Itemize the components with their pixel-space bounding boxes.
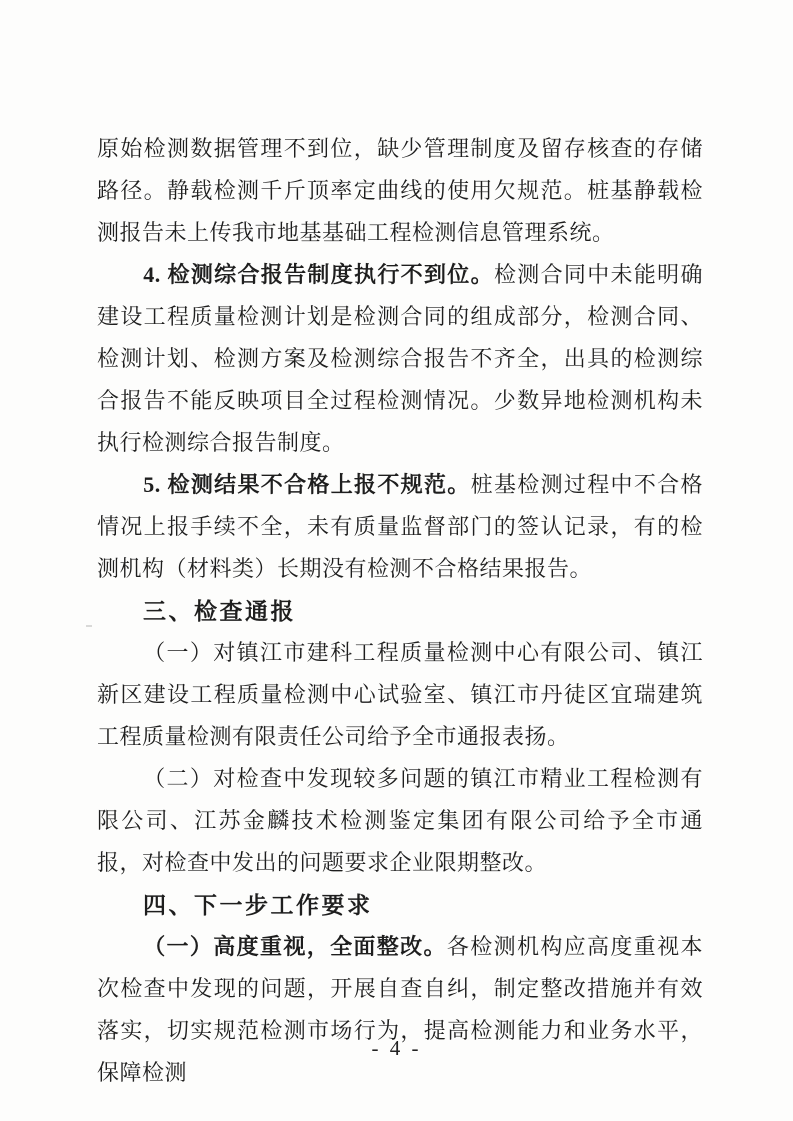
text-segment: 各检测机构应高度重视本次检查中发现的问题，开展自查自纠，制定整改措施并有效落实，切实规范检测市场行为，提高检测能力和业务水平，保障检测 (97, 934, 703, 1085)
document-body (97, 128, 703, 1094)
paragraph (97, 632, 703, 758)
scan-artifact (86, 625, 92, 627)
emphasis-text: 5. 检测结果不合格上报不规范。 (143, 472, 471, 497)
paragraph (97, 758, 703, 884)
emphasis-text: （一）高度重视，全面整改。 (143, 934, 447, 959)
text-segment: 检测合同中未能明确建设工程质量检测计划是检测合同的组成部分，检测合同、检测计划、检测方案及检测综合报告不齐全，出具的检测综合报告不能反映项目全过程检测情况。少数异地检测机构未执行检测综合报告制度。 (97, 262, 703, 455)
section-heading: 四、下一步工作要求 (143, 892, 373, 918)
paragraph (97, 128, 703, 254)
section-heading: 三、检查通报 (143, 598, 296, 624)
page-number: - 4 - (371, 1036, 422, 1060)
paragraph (97, 254, 703, 464)
text-segment: 桩基检测过程中不合格情况上报手续不全，未有质量监督部门的签认记录，有的检测机构（材料类）长期没有检测不合格结果报告。 (97, 472, 703, 581)
text-segment: 原始检测数据管理不到位，缺少管理制度及留存核查的存储路径。静载检测千斤顶率定曲线的使用欠规范。桩基静载检测报告未上传我市地基基础工程检测信息管理系统。 (97, 136, 703, 245)
paragraph (97, 464, 703, 590)
paragraph (97, 926, 703, 1094)
emphasis-text: 4. 检测综合报告制度执行不到位。 (143, 262, 494, 287)
text-segment: （一）对镇江市建科工程质量检测中心有限公司、镇江新区建设工程质量检测中心试验室、镇江市丹徒区宜瑞建筑工程质量检测有限责任公司给予全市通报表扬。 (97, 640, 703, 749)
text-segment: （二）对检查中发现较多问题的镇江市精业工程检测有限公司、江苏金麟技术检测鉴定集团有限公司给予全市通报，对检查中发出的问题要求企业限期整改。 (97, 766, 703, 875)
